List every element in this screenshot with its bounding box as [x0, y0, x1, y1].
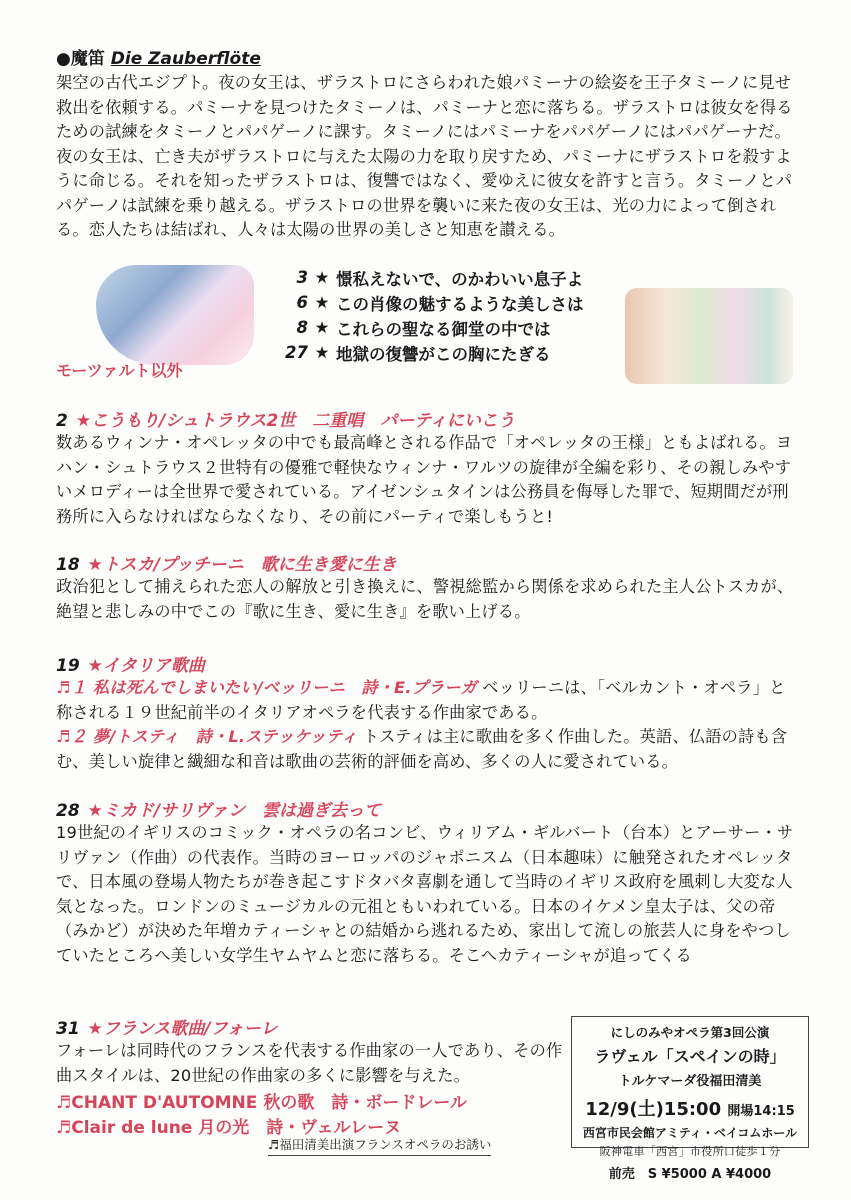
fledermaus-text: 数あるウィンナ・オペレッタの中でも最高峰とされる作品で「オペレッタの王様」ともよばれる。ヨハン・シュトラウス２世特有の優雅で軽快なウィンナ・ワルツの旋律が全編を彩り、その親しみやすいメロディーは全世界で愛されている。アイゼンシュタインは公務員を侮辱した罪で、短期間だが刑務所に入らなければならなくなり、その前にパーティで楽しもうと!: [56, 433, 793, 526]
mikado-text: 19世紀のイギリスのコミック・オペラの名コンビ、ウィリアム・ギルバート（台本）とアーサー・サリヴァン（作曲）の代表作。当時のヨーロッパのジャポニスム（日本趣味）に触発されたオペレッタで、日本風の登場人物たちが巻き起こすドタバタ喜劇を通して当時のイギリス政府を風刺し大変な人気となった。ロンドンのミュージカルの元祖ともいわれている。日本のイケメン皇太子は、父の帝（みかど）が決めた年増カティーシャとの結婚から逃れるため、家出して流しの旅芸人に身をやつしていたところへ美しい女学生ヤムヤムと恋に落ちる。そこへカティーシャが追ってくる: [56, 823, 794, 965]
tosca-text: 政治犯として捕えられた恋人の解放と引き換えに、警視総監から関係を求められた主人公トスカが、 絶望と悲しみの中でこの『歌に生き、愛に生き』を歌い上げる。: [56, 577, 794, 621]
invitation-line: ♬福田清美出演フランスオペラのお誘い: [268, 1135, 491, 1156]
promo-title: ラヴェル「スペインの時」: [594, 1047, 786, 1066]
children-photo-right: [625, 288, 793, 384]
song-row: [272, 315, 632, 340]
star-icon: ★: [314, 343, 330, 362]
promo-open-time: 開場14:15: [727, 1104, 795, 1119]
zauber-text: 架空の古代エジプト。夜の女王は、ザラストロにさらわれた娘パミーナの絵姿を王子タミーノに見せ救出を依頼する。パミーナを見つけたタミーノは、パミーナと恋に落ちる。ザラストロは彼女を得るための試練をタミーノとパパゲーノに課す。タミーノにはパミーナをパパゲーノにはパパゲーナだ。夜の女王は、亡き夫がザラストロに与えた太陽の力を取り戻すため、パミーナにザラストロを殺すように命じる。それを知ったザラストロは、復讐ではなく、愛ゆえに彼女を許すと言う。タミーノとパパゲーノは試練を乗り越える。ザラストロの世界を襲いに来た夜の女王は、光の力によって倒される。恋人たちは結ばれ、人々は太陽の世界の美しさと知恵を讃える。: [56, 73, 793, 239]
zauber-title-de: Die Zauberflöte: [110, 49, 261, 69]
song-number: 6: [296, 293, 308, 312]
tosca-heading: [56, 550, 801, 575]
performance-promo-box: [571, 1016, 809, 1182]
french-song-1: ♬CHANT D'AUTOMNE 秋の歌 詩・ボードレール: [56, 1093, 467, 1113]
zauber-song-list: [272, 265, 632, 365]
song-number: 8: [296, 318, 308, 337]
mozart-other-label: モーツァルト以外: [56, 361, 183, 380]
program-number: 2: [56, 411, 68, 431]
song-row: [272, 265, 632, 290]
program-number: 19: [56, 656, 80, 676]
promo-price: 前売 S ¥5000 A ¥4000: [608, 1167, 772, 1182]
tosca-title: ★トスカ/プッチーニ 歌に生き愛に生き: [87, 555, 397, 575]
promo-access: 阪神電車「西宮」市役所口徒歩１分: [599, 1145, 781, 1158]
song-title: この肖像の魅するような美しさは: [336, 294, 584, 314]
french-text: フォーレは同時代のフランスを代表する作曲家の一人であり、その作曲スタイルは、20世紀の作曲家の多くに影響を与えた。: [56, 1041, 563, 1085]
promo-datetime: [572, 1095, 808, 1121]
promo-series: にしのみやオペラ第3回公演: [610, 1025, 770, 1040]
song-title: 憬私えないで、のかわいい息子よ: [336, 269, 584, 289]
song-title: これらの聖なる御堂の中では: [336, 319, 551, 339]
song-number: 3: [296, 268, 308, 287]
mikado-title: ★ミカド/サリヴァン 雲は過ぎ去って: [87, 801, 381, 821]
french-heading: [56, 1014, 564, 1039]
promo-date: 12/9(土)15:00: [585, 1099, 722, 1120]
italian-title: ★イタリア歌曲: [87, 656, 205, 676]
italian-text-2: [56, 725, 801, 774]
italian-desc-2: トスティは主に歌曲を多く作曲した。英語、仏語の詩も含む、美しい旋律と繊細な和音は歌曲の芸術的評価を高め、多くの人に愛されている。: [56, 727, 788, 771]
french-title: ★フランス歌曲/フォーレ: [87, 1019, 278, 1039]
section-tosca: [56, 550, 801, 624]
performers-photo-left: [96, 265, 254, 365]
section-zauber: [56, 44, 801, 243]
promo-role: トルケマーダ役福田清美: [618, 1074, 762, 1089]
promo-venue: 西宮市民会館アミティ・ベイコムホール: [582, 1126, 798, 1140]
star-icon: ★: [314, 268, 330, 287]
section-mikado: [56, 796, 801, 968]
star-icon: ★: [314, 293, 330, 312]
song-number: 27: [285, 343, 308, 362]
fledermaus-title: ★こうもり/シュトラウス2世 二重唱 パーティにいこう: [75, 411, 515, 431]
song-row: [272, 290, 632, 315]
program-number: 18: [56, 555, 80, 575]
italian-desc-1: ベッリーニは、「ベルカント・オペラ」と称される１９世紀前半のイタリアオペラを代表する作曲家である。: [56, 678, 786, 722]
bullet: ●: [56, 49, 71, 69]
section-french: [56, 1014, 564, 1138]
program-number: 28: [56, 801, 80, 821]
song-row: [272, 340, 632, 365]
section-fledermaus: [56, 406, 801, 529]
italian-song-1: ♬１ 私は死んでしまいたい/ベッリーニ 詩・E.プラーガ: [56, 678, 477, 697]
zauber-title-jp: 魔笛: [70, 49, 105, 69]
italian-song-2: ♬２ 夢/トスティ 詩・L.ステッケッティ: [56, 727, 358, 746]
section-italian: [56, 651, 801, 774]
program-number: 31: [56, 1019, 80, 1039]
song-title: 地獄の復讐がこの胸にたぎる: [336, 344, 551, 364]
mikado-heading: [56, 796, 801, 821]
italian-heading: [56, 651, 801, 676]
fledermaus-heading: [56, 406, 801, 431]
star-icon: ★: [314, 318, 330, 337]
zauber-heading: [56, 44, 801, 69]
french-song-2: ♬Clair de lune 月の光 詩・ヴェルレーヌ: [56, 1118, 402, 1138]
italian-text-1: [56, 676, 801, 725]
